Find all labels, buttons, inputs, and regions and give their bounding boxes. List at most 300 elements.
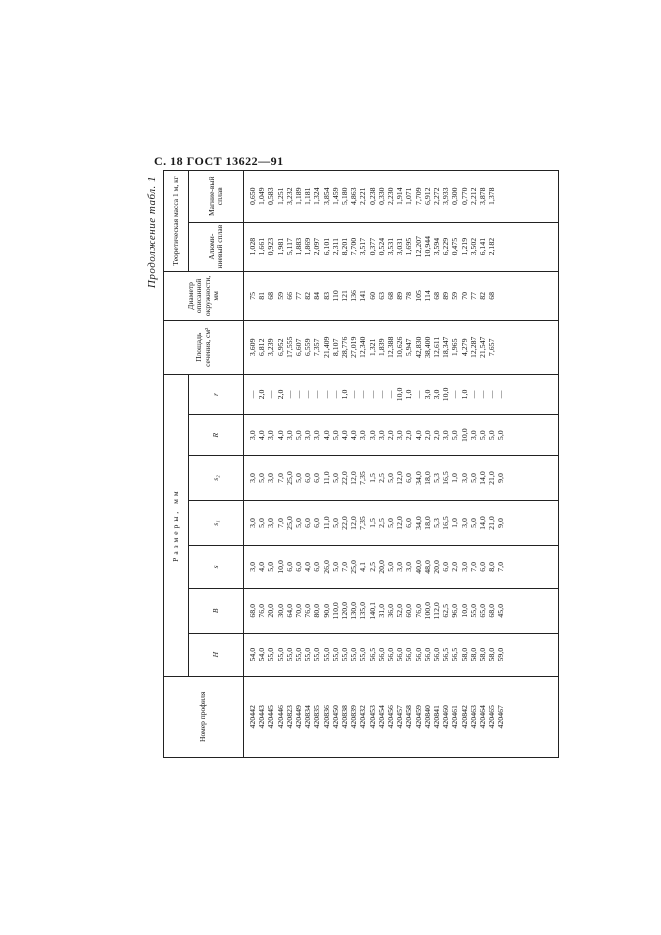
header-area: Площадь сечения, см² xyxy=(164,321,244,375)
cell-H: 56,5 xyxy=(441,647,451,662)
cell-B: 20,0 xyxy=(266,603,276,618)
cell-R: 2,0 xyxy=(386,430,396,441)
cell-s: 4,1 xyxy=(358,562,368,572)
cell-B: 110,0 xyxy=(330,602,340,620)
cell-mass_al: 6,141 xyxy=(478,237,488,256)
column-area xyxy=(244,321,559,375)
cell-mass_al: 0,377 xyxy=(367,237,377,256)
cell-mass_al: 8,201 xyxy=(340,237,350,256)
cell-s2: 1,5 xyxy=(367,473,377,483)
cell-R: 3,0 xyxy=(248,430,257,441)
page-header: С. 18 ГОСТ 13622—91 xyxy=(154,154,284,168)
cell-area: 7,357 xyxy=(312,338,322,357)
cell-s: 3,0 xyxy=(404,562,414,572)
cell-s1: 5,0 xyxy=(294,518,304,528)
cell-r: — xyxy=(330,390,340,399)
cell-s: 2,0 xyxy=(450,562,460,572)
cell-R: 4,0 xyxy=(349,430,359,441)
cell-r: 1,0 xyxy=(340,389,350,400)
cell-profile: 420449 xyxy=(294,705,304,729)
cell-area: 6,607 xyxy=(294,338,304,357)
cell-s1: 5,0 xyxy=(257,518,267,528)
cell-B: 64,0 xyxy=(284,603,294,618)
cell-s1: 1,0 xyxy=(450,518,460,528)
cell-mass_mg: 2,272 xyxy=(432,187,442,206)
cell-H: 55,0 xyxy=(275,647,285,662)
cell-s2: 5,0 xyxy=(294,473,304,483)
cell-profile: 420461 xyxy=(450,705,460,729)
cell-circle_diam: 89 xyxy=(441,292,451,300)
cell-profile: 420446 xyxy=(275,705,285,729)
cell-mass_mg xyxy=(496,171,505,222)
cell-mass_mg: 3,854 xyxy=(321,187,331,206)
cell-area: 1,965 xyxy=(450,338,460,357)
profile-table xyxy=(163,170,559,758)
cell-s1: 3,0 xyxy=(459,518,469,528)
cell-s1: 1,5 xyxy=(367,518,377,528)
cell-B: 70,0 xyxy=(294,603,304,618)
cell-profile: 420836 xyxy=(321,705,331,729)
cell-profile: 420445 xyxy=(266,705,276,729)
cell-s1: 34,0 xyxy=(413,516,423,530)
cell-mass_al: 0,524 xyxy=(376,237,386,256)
cell-R: 10,0 xyxy=(459,428,469,443)
cell-s1: 25,0 xyxy=(284,516,294,530)
cell-R: 3,0 xyxy=(284,430,294,441)
cell-circle_diam: 121 xyxy=(340,290,350,302)
cell-mass_mg: 2,212 xyxy=(468,187,478,206)
cell-H: 55,0 xyxy=(294,647,304,662)
cell-r: — xyxy=(478,390,488,399)
cell-s2: 16,5 xyxy=(441,471,451,485)
cell-s1: 5,0 xyxy=(330,518,340,528)
header-s: s xyxy=(189,545,244,588)
cell-H: 56,0 xyxy=(386,647,396,662)
cell-r: 1,0 xyxy=(459,389,469,400)
cell-area: 3,239 xyxy=(266,338,276,357)
cell-mass_mg: 0,650 xyxy=(248,187,257,206)
cell-circle_diam: 82 xyxy=(303,292,313,300)
cell-mass_al: 6,229 xyxy=(441,237,451,256)
cell-B: 31,0 xyxy=(376,603,386,618)
cell-profile: 420467 xyxy=(496,705,506,729)
cell-profile: 420840 xyxy=(422,705,432,729)
cell-B: 68,0 xyxy=(487,603,497,618)
cell-s: 3,0 xyxy=(459,562,469,572)
cell-mass_al: 0,923 xyxy=(266,237,276,256)
cell-R: 3,0 xyxy=(376,430,386,441)
cell-R: 2,0 xyxy=(404,430,414,441)
cell-s2: 34,0 xyxy=(413,471,423,485)
cell-circle_diam xyxy=(496,272,505,320)
cell-r: 1,0 xyxy=(404,389,414,400)
cell-s: 6,0 xyxy=(284,562,294,572)
cell-s: 4,0 xyxy=(303,562,313,572)
cell-B: 90,0 xyxy=(321,603,331,618)
cell-mass_al: 1,981 xyxy=(275,237,285,256)
cell-area xyxy=(496,321,505,374)
cell-s: 40,0 xyxy=(413,560,423,574)
cell-mass_al: 1,883 xyxy=(294,237,304,256)
cell-R: 5,0 xyxy=(450,430,460,441)
cell-R: 4,0 xyxy=(413,430,423,441)
cell-r: 2,0 xyxy=(275,389,285,400)
column-circle-diameter xyxy=(244,271,559,320)
header-B: B xyxy=(189,588,244,633)
cell-circle_diam: 59 xyxy=(450,292,460,300)
cell-s: 20,0 xyxy=(376,560,386,574)
cell-mass_mg: 6,912 xyxy=(422,187,432,206)
cell-mass_al: 2,311 xyxy=(330,238,340,256)
cell-area: 10,626 xyxy=(395,336,405,359)
cell-s1: 12,0 xyxy=(395,516,405,530)
cell-area: 6,559 xyxy=(303,338,313,357)
cell-r: — xyxy=(487,390,497,399)
cell-s2: 5,0 xyxy=(330,473,340,483)
cell-s: 7,0 xyxy=(340,562,350,572)
cell-circle_diam: 84 xyxy=(312,292,322,300)
header-profile-no: Номер профиля xyxy=(164,676,244,757)
cell-s: 20,0 xyxy=(432,560,442,574)
cell-R: 3,0 xyxy=(303,430,313,441)
cell-R: 3,0 xyxy=(395,430,405,441)
cell-profile: 420450 xyxy=(330,705,340,729)
header-mass-group: Теоретическая масса 1 м, кг xyxy=(164,171,189,272)
cell-s1: 16,5 xyxy=(441,516,451,530)
cell-s: 6,0 xyxy=(478,562,488,572)
cell-s: 5,0 xyxy=(330,562,340,572)
cell-s2: 12,0 xyxy=(349,471,359,485)
cell-s: 48,0 xyxy=(422,560,432,574)
cell-R: 5,0 xyxy=(478,430,488,441)
cell-s: 8,0 xyxy=(487,562,497,572)
cell-H: 55,0 xyxy=(312,647,322,662)
cell-s1: 14,0 xyxy=(478,516,488,530)
cell-s: 5,0 xyxy=(266,562,276,572)
column-B xyxy=(244,588,559,633)
cell-H: 55,0 xyxy=(330,647,340,662)
cell-mass_al: 0,475 xyxy=(450,237,460,256)
cell-circle_diam: 60 xyxy=(367,292,377,300)
cell-H: 55,0 xyxy=(349,647,359,662)
cell-H: 58,0 xyxy=(459,647,469,662)
cell-r: — xyxy=(312,390,322,399)
cell-profile: 420835 xyxy=(312,705,322,729)
cell-H: 56,5 xyxy=(450,647,460,662)
cell-s2: 6,0 xyxy=(404,473,414,483)
cell-circle_diam: 78 xyxy=(404,292,414,300)
cell-profile: 420454 xyxy=(376,705,386,729)
cell-H: 56,5 xyxy=(367,647,377,662)
cell-mass_al: 2,182 xyxy=(487,237,497,256)
cell-circle_diam: 75 xyxy=(248,292,257,300)
cell-mass_mg: 3,933 xyxy=(441,187,451,206)
cell-s2: 21,0 xyxy=(487,471,497,485)
column-s xyxy=(244,545,559,588)
cell-profile: 420432 xyxy=(358,705,368,729)
cell-mass_mg: 0,583 xyxy=(266,187,276,206)
cell-H: 59,0 xyxy=(496,647,506,662)
cell-mass_al: 3,531 xyxy=(386,237,396,256)
cell-R: 3,0 xyxy=(312,430,322,441)
cell-r: 10,0 xyxy=(441,387,451,402)
cell-r: — xyxy=(496,390,506,399)
column-r xyxy=(244,374,559,415)
cell-mass_al: 12,207 xyxy=(413,235,423,258)
cell-B: 36,0 xyxy=(386,603,396,618)
cell-s1: 3,0 xyxy=(266,518,276,528)
cell-mass_mg: 1,459 xyxy=(330,187,340,206)
cell-s2: 7,35 xyxy=(358,471,368,485)
rotated-table-block xyxy=(146,170,559,758)
cell-circle_diam: 114 xyxy=(422,290,432,302)
cell-profile: 420459 xyxy=(413,705,423,729)
cell-H: 56,0 xyxy=(413,647,423,662)
cell-B: 140,1 xyxy=(367,602,377,620)
cell-area: 12,388 xyxy=(386,336,396,359)
cell-H: 56,0 xyxy=(376,647,386,662)
cell-area: 6,952 xyxy=(275,338,285,357)
cell-R: 5,0 xyxy=(330,430,340,441)
cell-s: 4,0 xyxy=(257,562,267,572)
cell-B: 96,0 xyxy=(450,603,460,618)
cell-circle_diam: 66 xyxy=(284,292,294,300)
header-H: H xyxy=(189,633,244,676)
cell-profile: 420457 xyxy=(395,705,405,729)
cell-mass_mg: 0,770 xyxy=(459,187,469,206)
cell-s1: 22,0 xyxy=(340,516,350,530)
cell-H: 58,0 xyxy=(468,647,478,662)
cell-B: 120,0 xyxy=(340,602,350,620)
cell-R: 5,0 xyxy=(487,430,497,441)
cell-H: 56,0 xyxy=(422,647,432,662)
cell-s: 7,0 xyxy=(496,562,506,572)
cell-s1: 18,0 xyxy=(422,516,432,530)
cell-area: 18,347 xyxy=(441,336,451,359)
cell-R: 3,0 xyxy=(266,430,276,441)
cell-B: 60,0 xyxy=(404,603,414,618)
cell-circle_diam: 141 xyxy=(358,290,368,302)
cell-s2: 6,0 xyxy=(303,473,313,483)
cell-r: — xyxy=(376,390,386,399)
cell-s: 6,0 xyxy=(441,562,451,572)
cell-s1: 11,0 xyxy=(321,516,331,530)
cell-area: 1,839 xyxy=(376,338,386,357)
continuation-caption: Продолжение табл. 1 xyxy=(146,176,158,289)
cell-H: 56,0 xyxy=(432,647,442,662)
cell-area: 5,947 xyxy=(404,338,414,357)
cell-mass_mg: 1,049 xyxy=(257,187,267,206)
cell-mass_mg: 0,330 xyxy=(376,187,386,206)
cell-area: 7,657 xyxy=(487,338,497,357)
cell-s2: 3,0 xyxy=(266,473,276,483)
cell-circle_diam: 70 xyxy=(459,292,469,300)
cell-circle_diam: 83 xyxy=(321,292,331,300)
cell-r: — xyxy=(321,390,331,399)
cell-mass_al: 7,700 xyxy=(349,237,359,256)
cell-B: 100,0 xyxy=(422,602,432,620)
cell-H: 54,0 xyxy=(248,647,257,662)
cell-area: 21,409 xyxy=(321,336,331,359)
cell-profile: 420443 xyxy=(257,705,267,729)
cell-s: 26,0 xyxy=(321,560,331,574)
header-alloy-mg: Магние-вый сплав xyxy=(189,171,244,223)
cell-r: — xyxy=(294,390,304,399)
cell-area: 12,340 xyxy=(358,336,368,359)
cell-s1: 6,0 xyxy=(303,518,313,528)
header-dimensions-group: Размеры, мм xyxy=(164,374,189,676)
cell-circle_diam: 136 xyxy=(349,290,359,302)
cell-profile: 420442 xyxy=(248,705,257,729)
cell-mass_mg: 0,300 xyxy=(450,187,460,206)
cell-mass_al: 1,661 xyxy=(257,237,267,256)
cell-H: 55,0 xyxy=(358,647,368,662)
cell-circle_diam: 68 xyxy=(432,292,442,300)
cell-profile: 420458 xyxy=(404,705,414,729)
cell-s1: 6,0 xyxy=(404,518,414,528)
cell-area: 38,400 xyxy=(422,336,432,359)
cell-mass_al: 3,594 xyxy=(432,237,442,256)
table-body-row xyxy=(244,171,559,758)
cell-mass_al: 5,117 xyxy=(284,238,294,256)
cell-r: — xyxy=(413,390,423,399)
cell-s2: 5,0 xyxy=(468,473,478,483)
cell-R: 4,0 xyxy=(340,430,350,441)
cell-mass_mg: 1,251 xyxy=(275,187,285,206)
cell-mass_mg: 3,232 xyxy=(284,187,294,206)
cell-R: 4,0 xyxy=(257,430,267,441)
cell-R: 2,0 xyxy=(432,430,442,441)
header-r: r xyxy=(189,374,244,415)
cell-r: 3,0 xyxy=(432,389,442,400)
cell-R: 4,0 xyxy=(321,430,331,441)
cell-circle_diam: 77 xyxy=(294,292,304,300)
cell-mass_mg: 1,189 xyxy=(294,187,304,206)
cell-R: 4,0 xyxy=(275,430,285,441)
cell-r: 2,0 xyxy=(257,389,267,400)
cell-mass_mg: 1,071 xyxy=(404,187,414,206)
cell-B: 55,0 xyxy=(468,603,478,618)
cell-s1: 5,0 xyxy=(468,518,478,528)
cell-H: 58,0 xyxy=(478,647,488,662)
cell-s2: 22,0 xyxy=(340,471,350,485)
cell-area: 12,287 xyxy=(468,336,478,359)
cell-s2: 5,0 xyxy=(257,473,267,483)
cell-R: 3,0 xyxy=(358,430,368,441)
cell-circle_diam: 63 xyxy=(376,292,386,300)
cell-R: 5,0 xyxy=(294,430,304,441)
cell-H: 55,0 xyxy=(321,647,331,662)
cell-B: 65,0 xyxy=(478,603,488,618)
column-mass-mg xyxy=(244,171,559,223)
cell-mass_al: 1,219 xyxy=(459,237,469,256)
cell-s: 5,0 xyxy=(386,562,396,572)
cell-mass_al: 1,028 xyxy=(248,237,257,256)
cell-r: — xyxy=(303,390,313,399)
cell-R: 3,0 xyxy=(367,430,377,441)
cell-area: 28,776 xyxy=(340,336,350,359)
cell-mass_mg: 1,914 xyxy=(395,187,405,206)
cell-circle_diam: 105 xyxy=(413,290,423,302)
cell-s1: 6,0 xyxy=(312,518,322,528)
cell-circle_diam: 68 xyxy=(266,292,276,300)
cell-profile: 420838 xyxy=(340,705,350,729)
cell-s2: 11,0 xyxy=(321,471,331,485)
cell-circle_diam: 89 xyxy=(395,292,405,300)
cell-profile: 420834 xyxy=(303,705,313,729)
cell-s1: 5,0 xyxy=(386,518,396,528)
cell-H: 54,0 xyxy=(257,647,267,662)
cell-B: 80,0 xyxy=(312,603,322,618)
cell-B: 52,0 xyxy=(395,603,405,618)
cell-profile: 420839 xyxy=(349,705,359,729)
cell-circle_diam: 77 xyxy=(468,292,478,300)
cell-s2: 3,0 xyxy=(248,473,257,483)
cell-area: 42,830 xyxy=(413,336,423,359)
cell-R: 3,0 xyxy=(468,430,478,441)
cell-r: — xyxy=(468,390,478,399)
cell-s: 3,0 xyxy=(395,562,405,572)
cell-r: — xyxy=(248,390,257,399)
cell-s2: 2,5 xyxy=(376,473,386,483)
cell-circle_diam: 81 xyxy=(257,292,267,300)
cell-B: 76,0 xyxy=(257,603,267,618)
cell-s: 25,0 xyxy=(349,560,359,574)
cell-s1: 7,35 xyxy=(358,516,368,530)
cell-circle_diam: 68 xyxy=(487,292,497,300)
cell-H: 55,0 xyxy=(303,647,313,662)
cell-s1: 9,0 xyxy=(496,518,506,528)
cell-s: 3,0 xyxy=(248,562,257,572)
cell-H: 55,0 xyxy=(340,647,350,662)
cell-mass_mg: 1,324 xyxy=(312,187,322,206)
cell-B: 30,0 xyxy=(275,603,285,618)
cell-H: 55,0 xyxy=(284,647,294,662)
cell-mass_al: 1,869 xyxy=(303,237,313,256)
cell-s: 7,0 xyxy=(468,562,478,572)
cell-s2: 1,0 xyxy=(450,473,460,483)
cell-s1: 21,0 xyxy=(487,516,497,530)
cell-s1: 12,0 xyxy=(349,516,359,530)
cell-area: 1,321 xyxy=(367,338,377,357)
cell-s2: 6,0 xyxy=(312,473,322,483)
cell-mass_mg: 1,181 xyxy=(303,187,313,206)
cell-area: 17,555 xyxy=(284,336,294,359)
cell-B: 76,0 xyxy=(413,603,423,618)
cell-R: 5,0 xyxy=(496,430,506,441)
cell-r: — xyxy=(367,390,377,399)
cell-r: — xyxy=(349,390,359,399)
cell-s2: 25,0 xyxy=(284,471,294,485)
cell-area: 6,812 xyxy=(257,338,267,357)
cell-r: 3,0 xyxy=(422,389,432,400)
cell-s1: 5,3 xyxy=(432,518,442,528)
cell-mass_al: 6,101 xyxy=(321,237,331,256)
cell-s2: 12,0 xyxy=(395,471,405,485)
column-profile xyxy=(244,676,559,757)
cell-s1: 2,5 xyxy=(376,518,386,528)
cell-B: 62,5 xyxy=(441,603,451,618)
cell-r: — xyxy=(266,390,276,399)
cell-mass_mg: 2,221 xyxy=(358,187,368,206)
cell-r: — xyxy=(450,390,460,399)
cell-mass_al: 3,502 xyxy=(468,237,478,256)
cell-area: 27,019 xyxy=(349,336,359,359)
cell-circle_diam: 110 xyxy=(330,290,340,302)
cell-B: 45,0 xyxy=(496,603,506,618)
cell-B: 130,0 xyxy=(349,602,359,620)
cell-mass_al: 10,944 xyxy=(422,235,432,258)
